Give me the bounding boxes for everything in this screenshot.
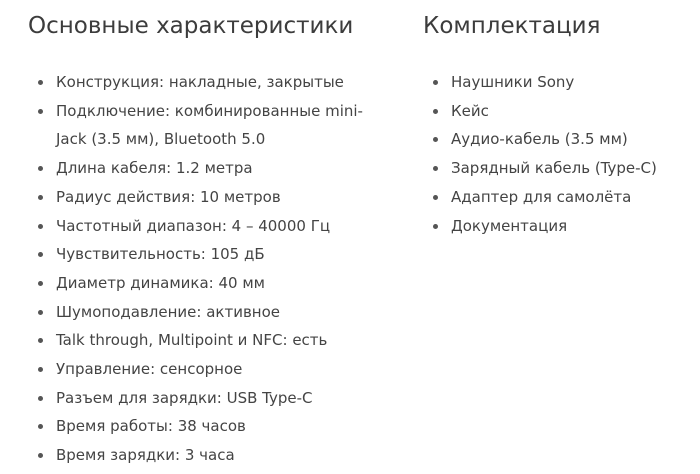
list-item: Адаптер для самолёта: [423, 183, 657, 212]
list-item: Зарядный кабель (Type-C): [423, 154, 657, 183]
bullet-icon: [38, 396, 43, 401]
list-item: Подключение: комбинированные mini-Jack (3.5 мм), Bluetooth 5.0: [28, 97, 386, 154]
list-item: Время работы: 38 часов: [28, 412, 386, 441]
bullet-icon: [38, 166, 43, 171]
package-list: [423, 68, 657, 240]
bullet-icon: [433, 195, 438, 200]
bullet-icon: [38, 109, 43, 114]
list-item: Шумоподавление: активное: [28, 298, 386, 327]
list-item: Конструкция: накладные, закрытые: [28, 68, 386, 97]
list-item: Аудио-кабель (3.5 мм): [423, 125, 657, 154]
bullet-icon: [433, 80, 438, 85]
list-item: Разъем для зарядки: USB Type-C: [28, 384, 386, 413]
bullet-icon: [38, 367, 43, 372]
bullet-icon: [38, 338, 43, 343]
bullet-icon: [38, 224, 43, 229]
list-item: Наушники Sony: [423, 68, 657, 97]
list-item: Частотный диапазон: 4 – 40000 Гц: [28, 212, 386, 241]
bullet-icon: [433, 224, 438, 229]
bullet-icon: [38, 80, 43, 85]
bullet-icon: [38, 195, 43, 200]
package-section: [423, 0, 693, 235]
list-item: Управление: сенсорное: [28, 355, 386, 384]
list-item: Диаметр динамика: 40 мм: [28, 269, 386, 298]
bullet-icon: [38, 453, 43, 458]
bullet-icon: [433, 166, 438, 171]
bullet-icon: [38, 310, 43, 315]
list-item: Чувствительность: 105 дБ: [28, 240, 386, 269]
list-item: Радиус действия: 10 метров: [28, 183, 386, 212]
list-item: Talk through, Multipoint и NFC: есть: [28, 326, 386, 355]
list-item: Длина кабеля: 1.2 метра: [28, 154, 386, 183]
specs-title: Основные характеристики: [28, 13, 354, 39]
list-item: Время зарядки: 3 часа: [28, 441, 386, 470]
bullet-icon: [38, 252, 43, 257]
bullet-icon: [433, 137, 438, 142]
list-item: Документация: [423, 212, 657, 241]
package-title: Комплектация: [423, 13, 601, 39]
specs-section: [28, 0, 408, 465]
bullet-icon: [38, 424, 43, 429]
bullet-icon: [433, 109, 438, 114]
bullet-icon: [38, 281, 43, 286]
specs-list: [28, 68, 386, 470]
list-item: Кейс: [423, 97, 657, 126]
